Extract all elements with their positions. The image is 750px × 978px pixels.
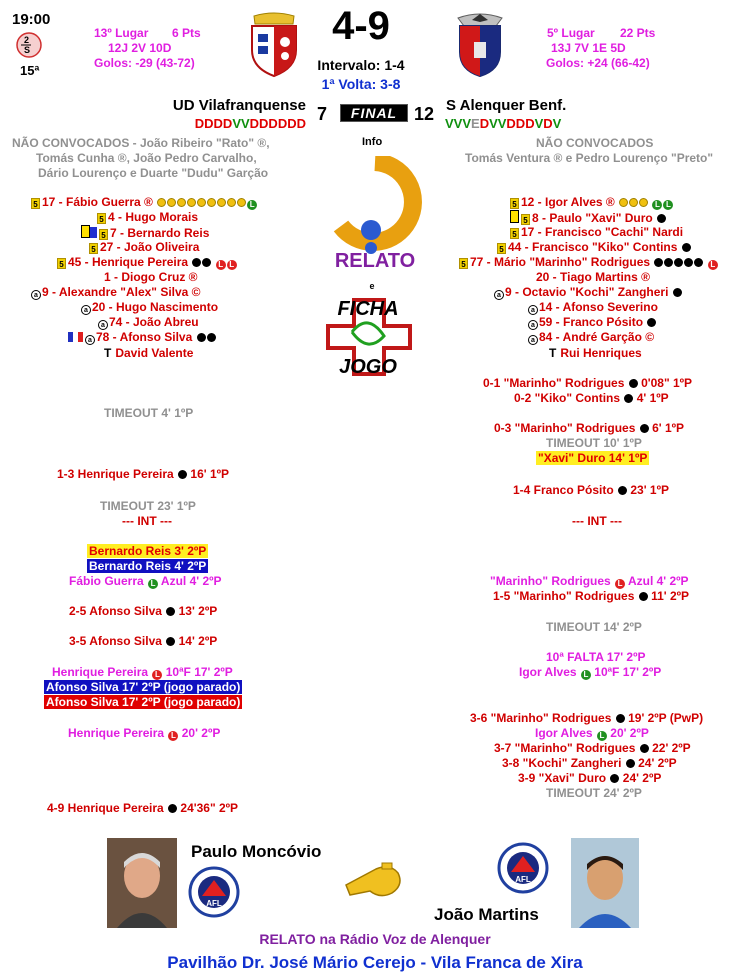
round-number: 15ª (20, 63, 40, 78)
sub-icon: a (528, 335, 538, 345)
home-form-b: VV (232, 116, 250, 131)
away-player-row[interactable] (494, 285, 682, 300)
event-goal: 1-4 Franco Pósito 23' 1ºP (513, 483, 669, 497)
home-record: 12J 2V 10D (108, 41, 172, 55)
player-name: 9 - Octavio "Kochi" Zangheri (505, 285, 669, 299)
foul-icon: L (216, 260, 226, 270)
svg-text:2: 2 (24, 35, 30, 45)
player-name: 14 - Afonso Severino (539, 300, 658, 314)
shirt-icon: 5 (89, 243, 98, 254)
event-goal: 0-3 "Marinho" Rodrigues 6' 1ºP (494, 421, 685, 435)
away-player-row[interactable] (528, 315, 656, 330)
sub-icon: a (98, 320, 108, 330)
player-name: 74 - João Abreu (109, 315, 199, 329)
final-badge (340, 104, 408, 122)
venue-name: Pavilhão Dr. José Mário Cerejo - Vila Franca de Xira (167, 953, 583, 972)
away-record: 13J 7V 1E 5D (551, 41, 626, 55)
shirt-icon: 5 (459, 258, 468, 269)
home-points: 6 Pts (172, 26, 201, 40)
final-label: FINAL (350, 105, 398, 121)
halftime-marker: --- INT --- (122, 514, 172, 528)
home-not-called-1: NÃO CONVOCADOS - João Ribeiro "Rato" ®, (12, 136, 270, 150)
halftime-marker: --- INT --- (572, 514, 622, 528)
away-player-row[interactable] (510, 195, 673, 210)
referee-photo-1[interactable] (107, 838, 177, 928)
away-form (445, 116, 561, 131)
player-name: 4 - Hugo Morais (108, 210, 199, 224)
event-timeout: TIMEOUT 23' 1ºP (100, 499, 196, 513)
event-card: Bernardo Reis 4' 2ºP (89, 559, 207, 573)
halftime-score: Intervalo: 1-4 (317, 57, 405, 73)
away-not-called-2: Tomás Ventura ® e Pedro Lourenço "Preto" (465, 151, 714, 165)
player-name: 7 - Bernardo Reis (110, 226, 210, 240)
player-name: 8 - Paulo "Xavi" Duro (532, 211, 653, 225)
shirt-icon: 5 (57, 258, 66, 269)
coach-icon: T (104, 346, 112, 360)
event-goal: 1-3 Henrique Pereira 16' 1ºP (57, 467, 230, 481)
event-timeout: TIMEOUT 24' 2ºP (546, 786, 642, 800)
ficha-jogo-logo[interactable] (322, 292, 414, 382)
player-name: 20 - Hugo Nascimento (92, 300, 219, 314)
away-coach-row[interactable] (549, 346, 642, 360)
away-form-f: V (534, 116, 544, 131)
away-form-c: D (479, 116, 490, 131)
event-goal: 0-1 "Marinho" Rodrigues 0'08" 1ºP (483, 376, 693, 390)
foul-icon: L (652, 200, 662, 210)
home-player-row[interactable] (89, 240, 199, 254)
foul-icon: L (227, 260, 237, 270)
event-foul: Igor Alves L 10ªF 17' 2ºP (519, 665, 662, 679)
away-player-row[interactable] (528, 330, 654, 345)
sub-icon: a (494, 290, 504, 300)
event-goal: 3-8 "Kochi" Zangheri 24' 2ºP (502, 756, 677, 770)
player-name: 59 - Franco Pósito (539, 315, 644, 329)
match-time: 19:00 (12, 11, 51, 28)
away-goals-stats: Golos: +24 (66-42) (546, 56, 650, 70)
sub-icon: a (528, 305, 538, 315)
referee-badge-1 (188, 866, 240, 918)
first-leg-score: 1ª Volta: 3-8 (321, 76, 401, 92)
sub-icon: a (81, 305, 91, 315)
cards-icon (90, 227, 97, 238)
player-name: 27 - João Oliveira (100, 240, 200, 254)
goal-icons (156, 195, 246, 209)
home-player-row[interactable] (81, 225, 209, 240)
away-player-row[interactable] (528, 300, 658, 315)
player-name: 9 - Alexandre "Alex" Silva © (42, 285, 201, 299)
away-form-g: D (543, 116, 553, 131)
home-player-row[interactable] (98, 315, 199, 330)
home-team-name[interactable]: UD Vilafranquense (172, 97, 306, 114)
away-position: 5º Lugar (547, 26, 595, 40)
event-goal: 1-5 "Marinho" Rodrigues 11' 2ºP (493, 589, 690, 603)
referee-name-2: João Martins (434, 905, 539, 924)
away-team-name[interactable]: S Alenquer Benf. (446, 97, 567, 114)
player-name: 17 - Fábio Guerra ® (42, 195, 153, 209)
away-player-row[interactable] (510, 210, 666, 225)
home-form (195, 116, 306, 131)
foul-icon: L (708, 260, 718, 270)
home-player-row[interactable] (31, 195, 257, 210)
event-goal: 3-9 "Xavi" Duro 24' 2ºP (518, 771, 662, 785)
final-score: 4-9 (332, 4, 390, 48)
home-not-called-3: Dário Lourenço e Duarte "Dudu" Garção (38, 166, 269, 180)
player-name: 20 - Tiago Martins ® (536, 270, 650, 284)
svg-text:S: S (24, 45, 31, 55)
player-name: 78 - Afonso Silva (96, 330, 193, 344)
event-card: Afonso Silva 17' 2ºP (jogo parado) (46, 680, 241, 694)
home-player-row[interactable] (68, 330, 216, 345)
home-player-row[interactable] (81, 300, 218, 315)
event-timeout: TIMEOUT 10' 1ºP (546, 436, 642, 450)
shirt-icon: 5 (510, 228, 519, 239)
away-points: 22 Pts (620, 26, 656, 40)
home-form-c: DDDDDD (249, 116, 306, 131)
shirt-icon: 5 (521, 214, 530, 225)
event-foul: Henrique Pereira L 10ªF 17' 2ºP (52, 665, 233, 679)
player-name: 12 - Igor Alves ® (521, 195, 615, 209)
away-player-row[interactable] (497, 240, 691, 254)
radio-credit[interactable]: RELATO na Rádio Voz de Alenquer (259, 931, 491, 947)
player-name: 84 - André Garção © (539, 330, 655, 344)
home-form-a: DDDD (194, 116, 233, 131)
shirt-icon: 5 (97, 213, 106, 224)
event-goal: 2-5 Afonso Silva 13' 2ºP (69, 604, 218, 618)
away-player-row[interactable] (536, 270, 650, 284)
whistle-icon (342, 859, 406, 903)
event-card: Bernardo Reis 3' 2ºP (89, 544, 207, 558)
away-player-row[interactable] (510, 225, 683, 239)
sub-icon: a (528, 320, 538, 330)
home-player-row[interactable] (104, 270, 198, 284)
away-not-called-1: NÃO CONVOCADOS (536, 136, 654, 150)
league-logo (16, 32, 42, 58)
player-name: 17 - Francisco "Cachi" Nardi (521, 225, 684, 239)
home-player-row[interactable] (31, 285, 201, 300)
event-timeout: TIMEOUT 14' 2ºP (546, 620, 642, 634)
event-foul: Henrique Pereira L 20' 2ºP (68, 726, 221, 740)
sub-icon: a (31, 290, 41, 300)
referee-photo-2[interactable] (571, 838, 639, 928)
relato-logo[interactable] (321, 156, 429, 276)
event-goal: 4-9 Henrique Pereira 24'36" 2ºP (47, 801, 239, 815)
event-goal: 3-7 "Marinho" Rodrigues 22' 2ºP (494, 741, 691, 755)
away-form-a: VVV (445, 116, 472, 131)
event-goal: 3-5 Afonso Silva 14' 2ºP (69, 634, 218, 648)
home-team-crest[interactable] (246, 12, 302, 78)
home-coach-row[interactable] (104, 346, 193, 360)
event-goal: 0-2 "Kiko" Contins 4' 1ºP (514, 391, 669, 405)
coach-name: Rui Henriques (560, 346, 642, 360)
event-foul: "Marinho" Rodrigues L Azul 4' 2ºP (490, 574, 689, 588)
player-name: 1 - Diogo Cruz ® (104, 270, 198, 284)
ficha-text: FICHA (337, 298, 399, 320)
away-form-b: E (471, 116, 480, 131)
cards-icon (81, 225, 90, 238)
away-form-d: VV (489, 116, 507, 131)
player-name: 77 - Mário "Marinho" Rodrigues (470, 255, 651, 269)
referee-badge-2 (497, 842, 549, 894)
cards-icon (510, 210, 519, 223)
jogo-text: JOGO (339, 356, 397, 378)
coach-name: David Valente (115, 346, 194, 360)
player-name: 44 - Francisco "Kiko" Contins (508, 240, 678, 254)
away-team-crest[interactable] (452, 12, 508, 78)
home-position: 13º Lugar (94, 26, 149, 40)
info-link[interactable]: Info (362, 136, 383, 148)
home-goals: 7 (317, 104, 328, 124)
event-foul-count: 10ª FALTA 17' 2ºP (546, 650, 646, 664)
event-goal: 3-6 "Marinho" Rodrigues 19' 2ºP (PwP) (470, 711, 704, 725)
shirt-icon: 5 (99, 229, 108, 240)
home-player-row[interactable] (57, 255, 237, 270)
flag-icon (68, 332, 83, 342)
home-not-called-2: Tomás Cunha ®, João Pedro Carvalho, (36, 151, 257, 165)
shirt-icon: 5 (31, 198, 40, 209)
coach-icon: T (549, 346, 557, 360)
away-player-row[interactable] (459, 255, 718, 270)
svg-text:AFL: AFL (206, 899, 222, 908)
referee-name-1: Paulo Moncóvio (191, 842, 322, 861)
logo-and: e (369, 281, 375, 291)
event-foul: Fábio Guerra L Azul 4' 2ºP (69, 574, 222, 588)
foul-icon: L (663, 200, 673, 210)
relato-text: RELATO (334, 250, 416, 272)
foul-icon: L (247, 200, 257, 210)
away-form-e: DDD (506, 116, 535, 131)
away-form-h: V (552, 116, 562, 131)
shirt-icon: 5 (497, 243, 506, 254)
event-card: "Xavi" Duro 14' 1ºP (538, 451, 648, 465)
event-timeout: TIMEOUT 4' 1ºP (104, 406, 194, 420)
home-goals-stats: Golos: -29 (43-72) (94, 56, 195, 70)
svg-text:AFL: AFL (515, 875, 531, 884)
away-goals: 12 (414, 104, 435, 124)
shirt-icon: 5 (510, 198, 519, 209)
event-foul: Igor Alves L 20' 2ºP (535, 726, 649, 740)
home-player-row[interactable] (97, 210, 198, 224)
event-card: Afonso Silva 17' 2ºP (jogo parado) (46, 695, 241, 709)
player-name: 45 - Henrique Pereira (68, 255, 189, 269)
sub-icon: a (85, 335, 95, 345)
